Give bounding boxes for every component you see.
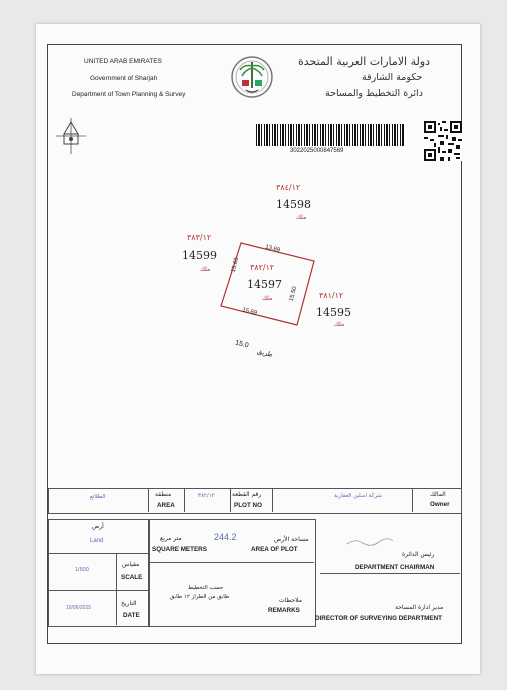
date-label-ar: التاريخ xyxy=(121,600,137,607)
plot-left-owner: ملك xyxy=(200,266,211,273)
director-label-en: DIRECTOR OF SURVEYING DEPARTMENT xyxy=(315,615,442,622)
dimension-top: 13.69 xyxy=(264,244,281,254)
owner-value: شركة اسلين العقارية xyxy=(334,493,382,499)
plot-right-code: ٣٨١/١٢ xyxy=(319,291,344,300)
plot-right-owner: ملك xyxy=(334,321,345,328)
land-label-en: Land xyxy=(90,538,104,544)
area-of-plot-label-ar: مساحة الأرض xyxy=(274,536,309,543)
plot-left-number: 14599 xyxy=(182,249,217,262)
dimension-left: 15.63 xyxy=(230,256,241,274)
plot-center-code: ٣٨٢/١٢ xyxy=(250,263,275,272)
area-value: الطلائع xyxy=(90,494,106,500)
scale-label-ar: مقياس xyxy=(122,561,140,568)
remarks-label-en: REMARKS xyxy=(268,607,300,614)
plot-center-number: 14597 xyxy=(247,278,282,291)
chairman-label-ar: رئيس الدائرة xyxy=(402,551,435,558)
header-en-country: UNITED ARAB EMIRATES xyxy=(84,58,162,65)
qr-code xyxy=(424,121,462,161)
sharjah-emblem-icon xyxy=(228,52,276,102)
area-label-ar: منطقة xyxy=(155,491,172,498)
header-en-department: Department of Town Planning & Survey xyxy=(72,91,186,98)
north-arrow-icon xyxy=(54,116,88,156)
date-label-en: DATE xyxy=(123,612,140,619)
dimension-right: 15.50 xyxy=(288,285,299,303)
remarks-value-1: حسب التخطيط xyxy=(188,585,224,591)
header-en-government: Government of Sharjah xyxy=(90,75,158,82)
plot-no-label-ar: رقم القطعة xyxy=(232,491,262,498)
plot-top-code: ٣٨٤/١٢ xyxy=(276,183,301,192)
date-value: 10/06/2025 xyxy=(66,605,92,611)
barcode-number: 3022025000847569 xyxy=(290,148,344,154)
scale-value: 1/500 xyxy=(75,567,89,573)
owner-label-en: Owner xyxy=(430,501,450,508)
plot-no-label-en: PLOT NO xyxy=(234,502,262,509)
land-label-ar: أرض xyxy=(92,523,104,530)
plot-right-number: 14595 xyxy=(316,306,351,319)
plot-no-value: ٣٨٢/١٢ xyxy=(198,493,215,499)
square-meters-ar: متر مربع xyxy=(160,535,182,542)
plot-left-code: ٣٨٣/١٢ xyxy=(187,233,212,242)
plot-center-owner: ملك xyxy=(262,295,273,302)
dimension-bottom: 15.69 xyxy=(241,307,258,317)
chairman-label-en: DEPARTMENT CHAIRMAN xyxy=(355,564,435,571)
owner-label-ar: المالك xyxy=(430,491,446,498)
square-meters-en: SQUARE METERS xyxy=(152,546,207,553)
area-label-en: AREA xyxy=(157,502,175,509)
scale-label-en: SCALE xyxy=(121,574,143,581)
plot-top-number: 14598 xyxy=(276,198,311,211)
area-of-plot-label-en: AREA OF PLOT xyxy=(251,546,298,553)
details-box xyxy=(48,519,150,627)
chairman-signature xyxy=(345,536,395,548)
header-ar-country: دولة الامارات العربية المتحدة xyxy=(298,55,431,68)
plot-top-owner: ملك xyxy=(296,214,307,221)
header-ar-department: دائرة التخطيط والمساحة xyxy=(325,88,423,99)
header-ar-government: حكومة الشارقة xyxy=(362,72,423,83)
director-label-ar: مدير ادارة المساحة xyxy=(395,604,444,611)
road-label: طريق xyxy=(256,347,274,359)
barcode xyxy=(256,124,404,146)
area-of-plot-value: 244.2 xyxy=(214,532,237,542)
remarks-value-2: طابق من الطراز ١٢ طابق xyxy=(170,594,230,600)
remarks-label-ar: ملاحظات xyxy=(279,597,302,604)
road-width: 15.0 xyxy=(234,339,250,350)
